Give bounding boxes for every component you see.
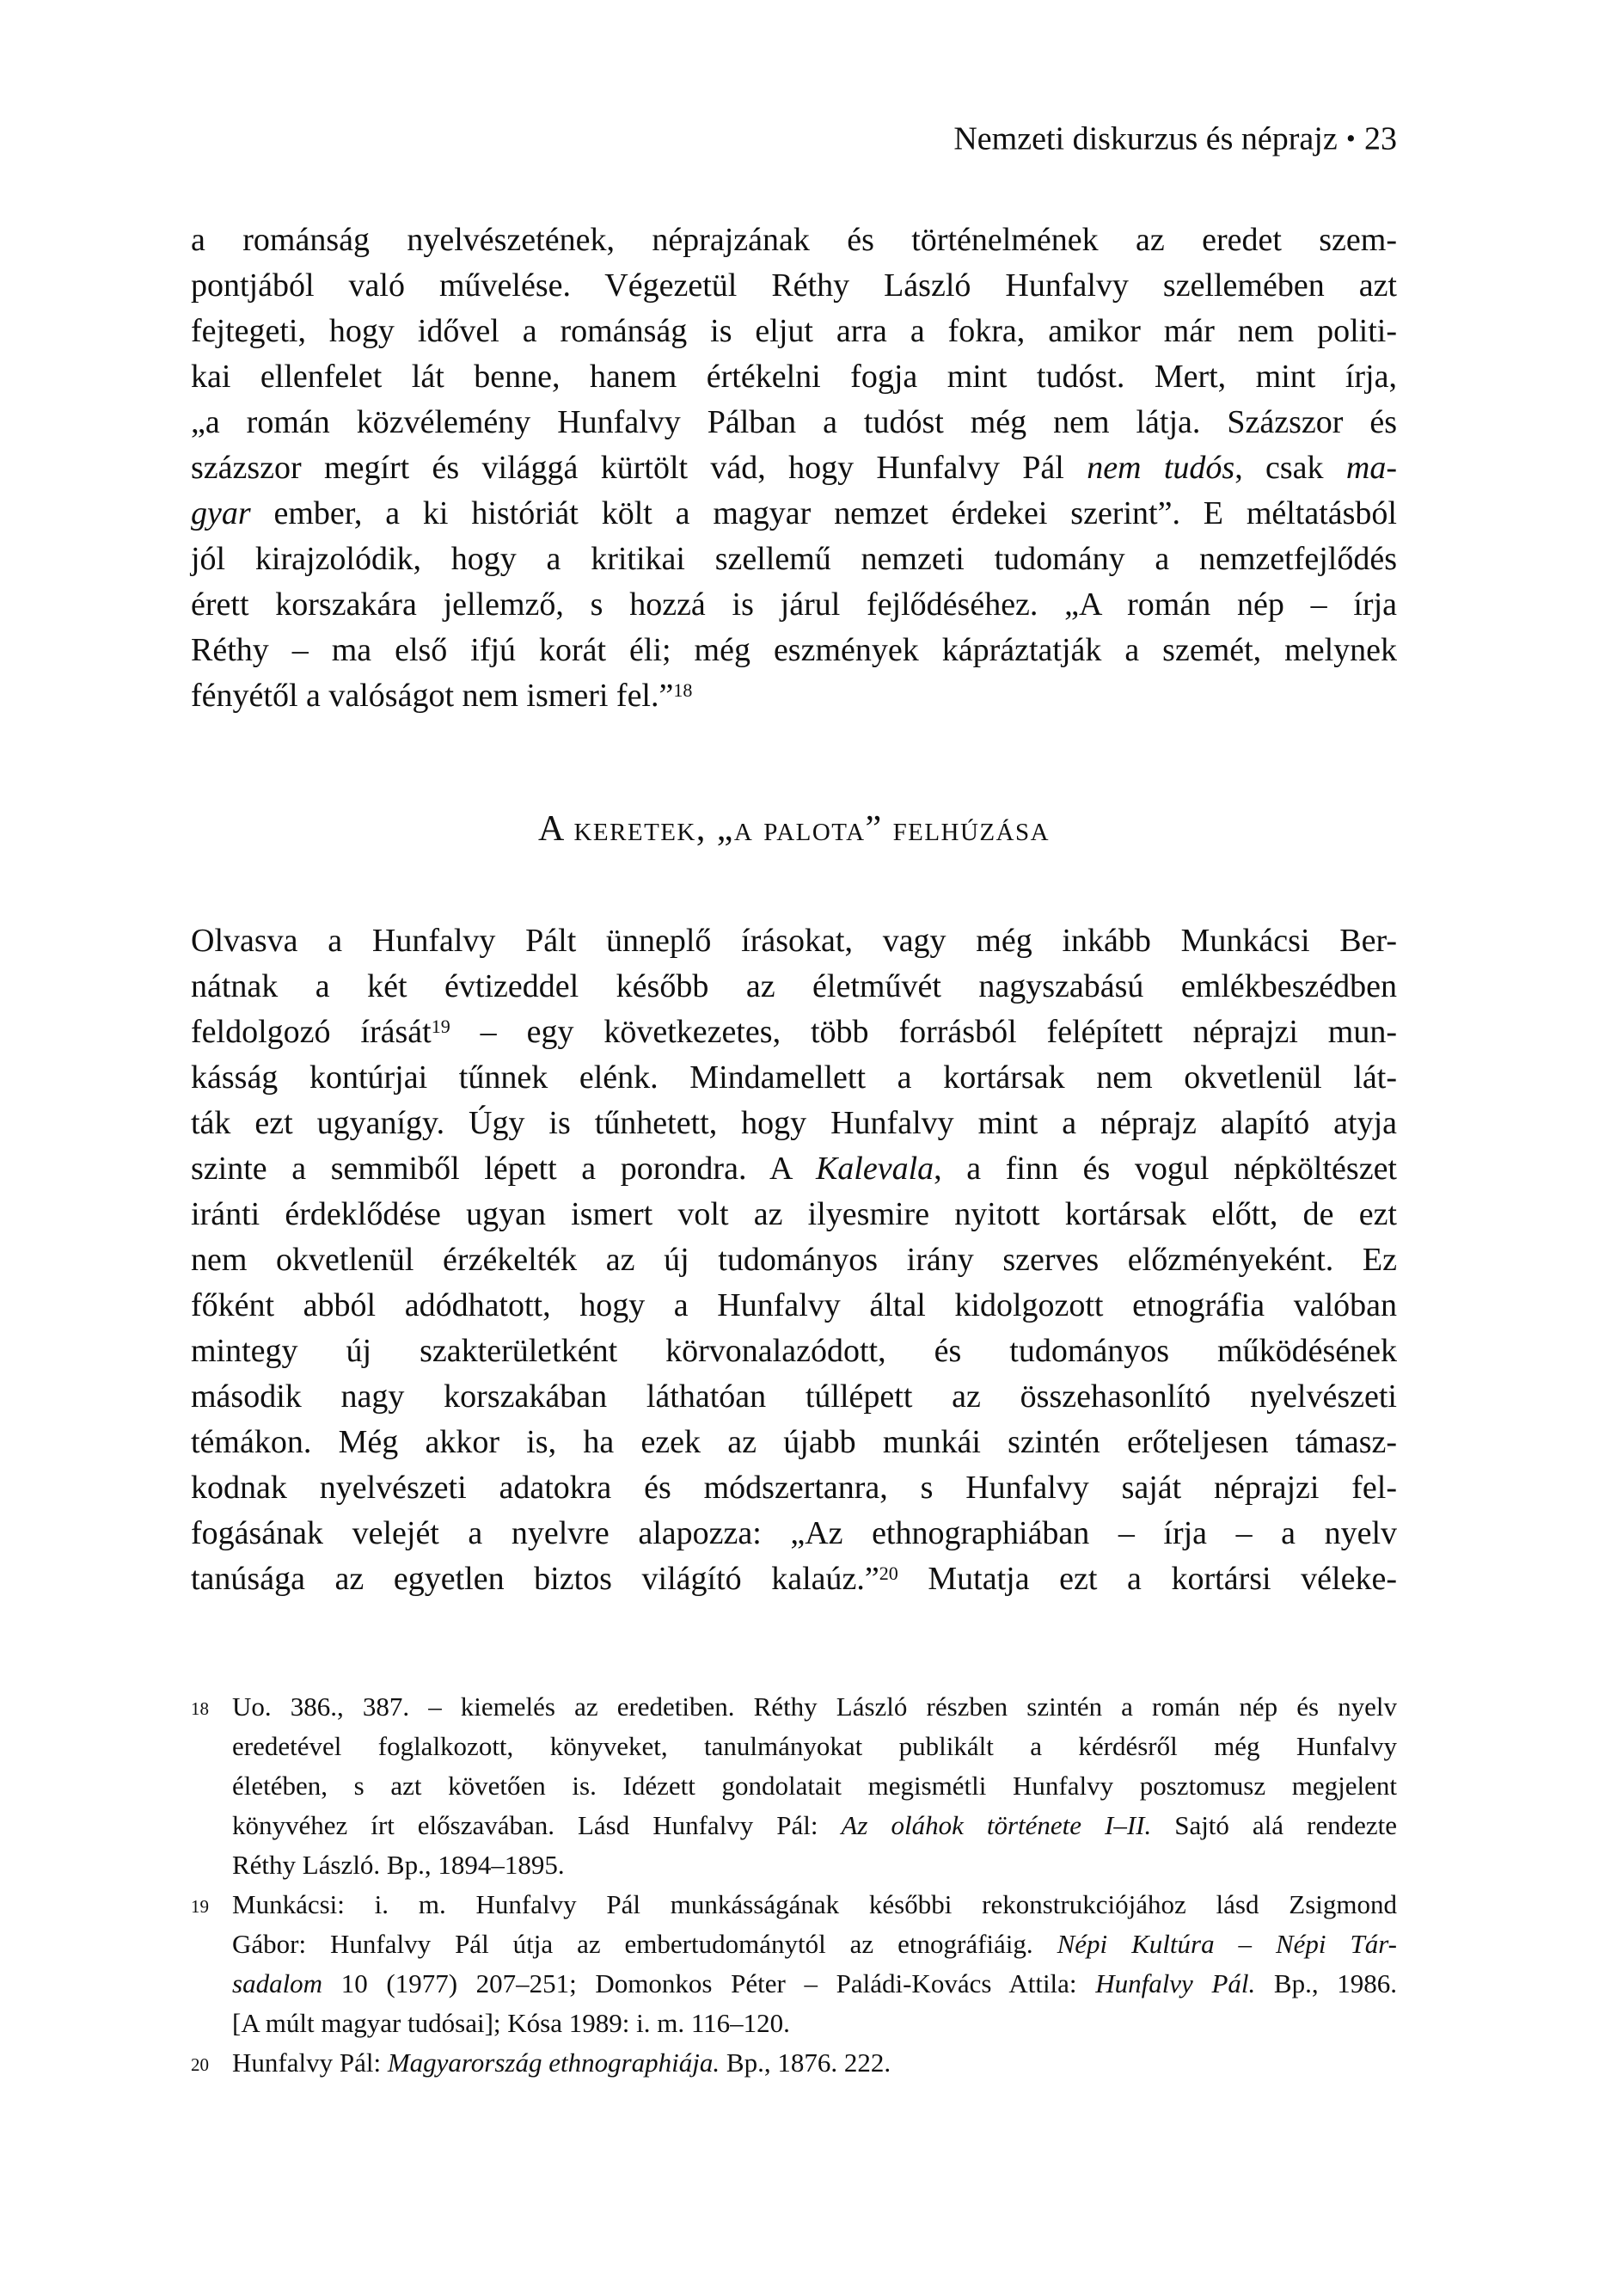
text-segment: Hunfalvy Pál: [232, 2047, 388, 2078]
text-line [191, 400, 1397, 445]
text-segment: Réthy László. Bp., 1894–1895. [232, 1850, 565, 1880]
text-line [191, 918, 1397, 964]
footnote [191, 1885, 1397, 2043]
text-segment: Hunfalvy Pál. [1095, 1968, 1256, 1998]
text-segment: Olvasva a Hunfalvy Pált ünneplő írásokat, vagy még inkább Munkácsi Ber- [191, 923, 1397, 959]
text-segment: Gábor: Hunfalvy Pál útja az embertudománytól az etnográfiáig. [232, 1929, 1057, 1959]
text-segment: – egy következetes, több forrásból felépített néprajzi mun- [450, 1014, 1397, 1050]
footnote-ref: 19 [431, 1015, 450, 1037]
text-line [191, 218, 1397, 263]
text-segment: ták ezt ugyanígy. Úgy is tűnhetett, hogy Hunfalvy mint a néprajz alapító atyja [191, 1105, 1397, 1141]
text-line [191, 1420, 1397, 1465]
footnotes-section [191, 1687, 1397, 2083]
paragraph-2 [191, 918, 1397, 1602]
text-segment: tanúsága az egyetlen biztos világító kalaúz.” [191, 1561, 879, 1597]
text-line [232, 2004, 1397, 2043]
text-line [191, 1511, 1397, 1556]
text-segment: második nagy korszakában láthatóan túllépett az összehasonlító nyelvészeti [191, 1378, 1397, 1415]
text-segment: jól kirajzolódik, hogy a kritikai szellemű nemzeti tudomány a nemzetfejlődés [191, 541, 1397, 577]
text-segment: kodnak nyelvészeti adatokra és módszertanra, s Hunfalvy saját néprajzi fel- [191, 1470, 1397, 1506]
text-segment: 10 (1977) 207–251; Domonkos Péter – Paládi-Kovács Attila: [322, 1968, 1096, 1998]
text-line [191, 1101, 1397, 1146]
footnote [191, 1687, 1397, 1885]
text-segment: [A múlt magyar tudósai]; Kósa 1989: i. m. 116–120. [232, 2008, 790, 2038]
text-line [191, 1237, 1397, 1283]
text-line [232, 1845, 1397, 1885]
text-segment: szinte a semmiből lépett a porondra. A [191, 1151, 816, 1187]
footnote-ref: 20 [879, 1562, 898, 1584]
text-line [191, 1374, 1397, 1420]
text-segment: iránti érdeklődése ugyan ismert volt az ilyesmire nyitott kortársak előtt, de ezt [191, 1196, 1397, 1232]
text-line [232, 1806, 1397, 1845]
text-line [191, 1192, 1397, 1237]
text-segment: Sajtó alá rendezte [1151, 1810, 1397, 1840]
text-line [232, 1885, 1397, 1925]
text-line [191, 537, 1397, 582]
text-segment: nem okvetlenül érzékelték az új tudományos irány szerves előzményeként. Ez [191, 1242, 1397, 1278]
text-segment: fejtegeti, hogy idővel a románság is eljut arra a fokra, amikor már nem politi- [191, 313, 1397, 349]
section-heading: A keretek, „a palota” felhúzása [538, 809, 1050, 849]
text-segment: sadalom [232, 1968, 323, 1998]
text-segment: ember, a ki históriát költ a magyar nemzet érdekei szerint”. E méltatásból [250, 495, 1397, 531]
text-line [191, 1146, 1397, 1192]
text-line [232, 1925, 1397, 1964]
text-line [191, 445, 1397, 491]
text-segment: a románság nyelvészetének, néprajzának és történelmének az eredet szem- [191, 222, 1397, 258]
text-line [232, 1964, 1397, 2004]
text-segment: Kalevala [815, 1151, 934, 1187]
text-segment: Magyarország ethnographiája. [387, 2047, 720, 2078]
paragraph-1 [191, 218, 1397, 719]
text-segment: , csak [1234, 450, 1346, 486]
text-line [191, 1283, 1397, 1329]
text-line [191, 673, 1397, 719]
text-line [191, 309, 1397, 354]
header-separator-bullet: • [1346, 124, 1356, 153]
text-segment: témákon. Még akkor is, ha ezek az újabb munkái szintén erőteljesen támasz- [191, 1424, 1397, 1460]
page-header [191, 117, 1397, 160]
text-line [191, 1055, 1397, 1101]
text-line [191, 1010, 1397, 1055]
text-segment: Népi Kultúra – Népi Tár- [1057, 1929, 1397, 1959]
text-segment: százszor megírt és világgá kürtölt vád, hogy Hunfalvy Pál [191, 450, 1087, 486]
text-line [232, 1766, 1397, 1806]
text-segment: nem tudós [1087, 450, 1235, 486]
text-segment: eredetével foglalkozott, könyveket, tanulmányokat publikált a kérdésről még Hunfalvy [232, 1731, 1397, 1761]
page-number: 23 [1364, 120, 1397, 157]
text-line [191, 628, 1397, 673]
text-line [191, 491, 1397, 537]
text-line [191, 964, 1397, 1010]
footnote-number: 18 [191, 1698, 209, 1719]
text-line [191, 1556, 1397, 1602]
text-segment: Mutatja ezt a kortársi véleke- [897, 1561, 1397, 1597]
footnote-number: 20 [191, 2054, 209, 2075]
running-title: Nemzeti diskurzus és néprajz [953, 120, 1338, 157]
text-segment: főként abból adódhatott, hogy a Hunfalvy által kidolgozott etnográfia valóban [191, 1287, 1397, 1323]
text-line [232, 1687, 1397, 1727]
text-segment: ma- [1345, 450, 1397, 486]
text-segment: Uo. 386., 387. – kiemelés az eredetiben. Réthy László részben szintén a román nép és nyelv [232, 1691, 1397, 1722]
text-segment: könyvéhez írt előszavában. Lásd Hunfalvy Pál: [232, 1810, 842, 1840]
text-line [191, 354, 1397, 400]
text-segment: Bp., 1986. [1255, 1968, 1397, 1998]
footnote-text [232, 2043, 1397, 2083]
text-line [191, 1465, 1397, 1511]
text-segment: kásság kontúrjai tűnnek elénk. Mindamellett a kortársak nem okvetlenül lát- [191, 1059, 1397, 1096]
footnote-ref: 18 [673, 678, 693, 701]
text-segment: kai ellenfelet lát benne, hanem értékelni fogja mint tudóst. Mert, mint írja, [191, 359, 1397, 395]
text-segment: életében, s azt követően is. Idézett gondolatait megismétli Hunfalvy posztomusz megjelent [232, 1771, 1397, 1801]
text-segment: fogásának velejét a nyelvre alapozza: „Az ethnographiában – írja – a nyelv [191, 1515, 1397, 1551]
text-line [191, 582, 1397, 628]
text-segment: feldolgozó írását [191, 1014, 432, 1050]
text-segment: Munkácsi: i. m. Hunfalvy Pál munkásságának későbbi rekonstrukciójához lásd Zsigmond [232, 1889, 1397, 1919]
text-line [232, 1727, 1397, 1766]
text-line [191, 263, 1397, 309]
text-segment: Réthy – ma első ifjú korát éli; még eszmények kápráztatják a szemét, melynek [191, 632, 1397, 668]
footnote-text [232, 1687, 1397, 1885]
text-segment: , a finn és vogul népköltészet [934, 1151, 1397, 1187]
text-line [232, 2043, 1397, 2083]
text-segment: Bp., 1876. 222. [720, 2047, 891, 2078]
footnote-number: 19 [191, 1896, 209, 1917]
footnote [191, 2043, 1397, 2083]
footnote-text [232, 1885, 1397, 2043]
text-segment: mintegy új szakterületként körvonalazódott, és tudományos működésének [191, 1333, 1397, 1369]
text-segment: gyar [191, 495, 251, 531]
text-segment: „a román közvélemény Hunfalvy Pálban a tudóst még nem látja. Százszor és [191, 404, 1397, 440]
text-line [191, 1329, 1397, 1374]
text-segment: pontjából való művelése. Végezetül Réthy László Hunfalvy szellemében azt [191, 267, 1397, 304]
text-segment: nátnak a két évtizeddel később az életművét nagyszabású emlékbeszédben [191, 968, 1397, 1004]
text-segment: érett korszakára jellemző, s hozzá is járul fejlődéséhez. „A román nép – írja [191, 586, 1397, 623]
text-segment: Az oláhok története I–II. [841, 1810, 1152, 1840]
text-segment: fényétől a valóságot nem ismeri fel.” [191, 678, 674, 714]
